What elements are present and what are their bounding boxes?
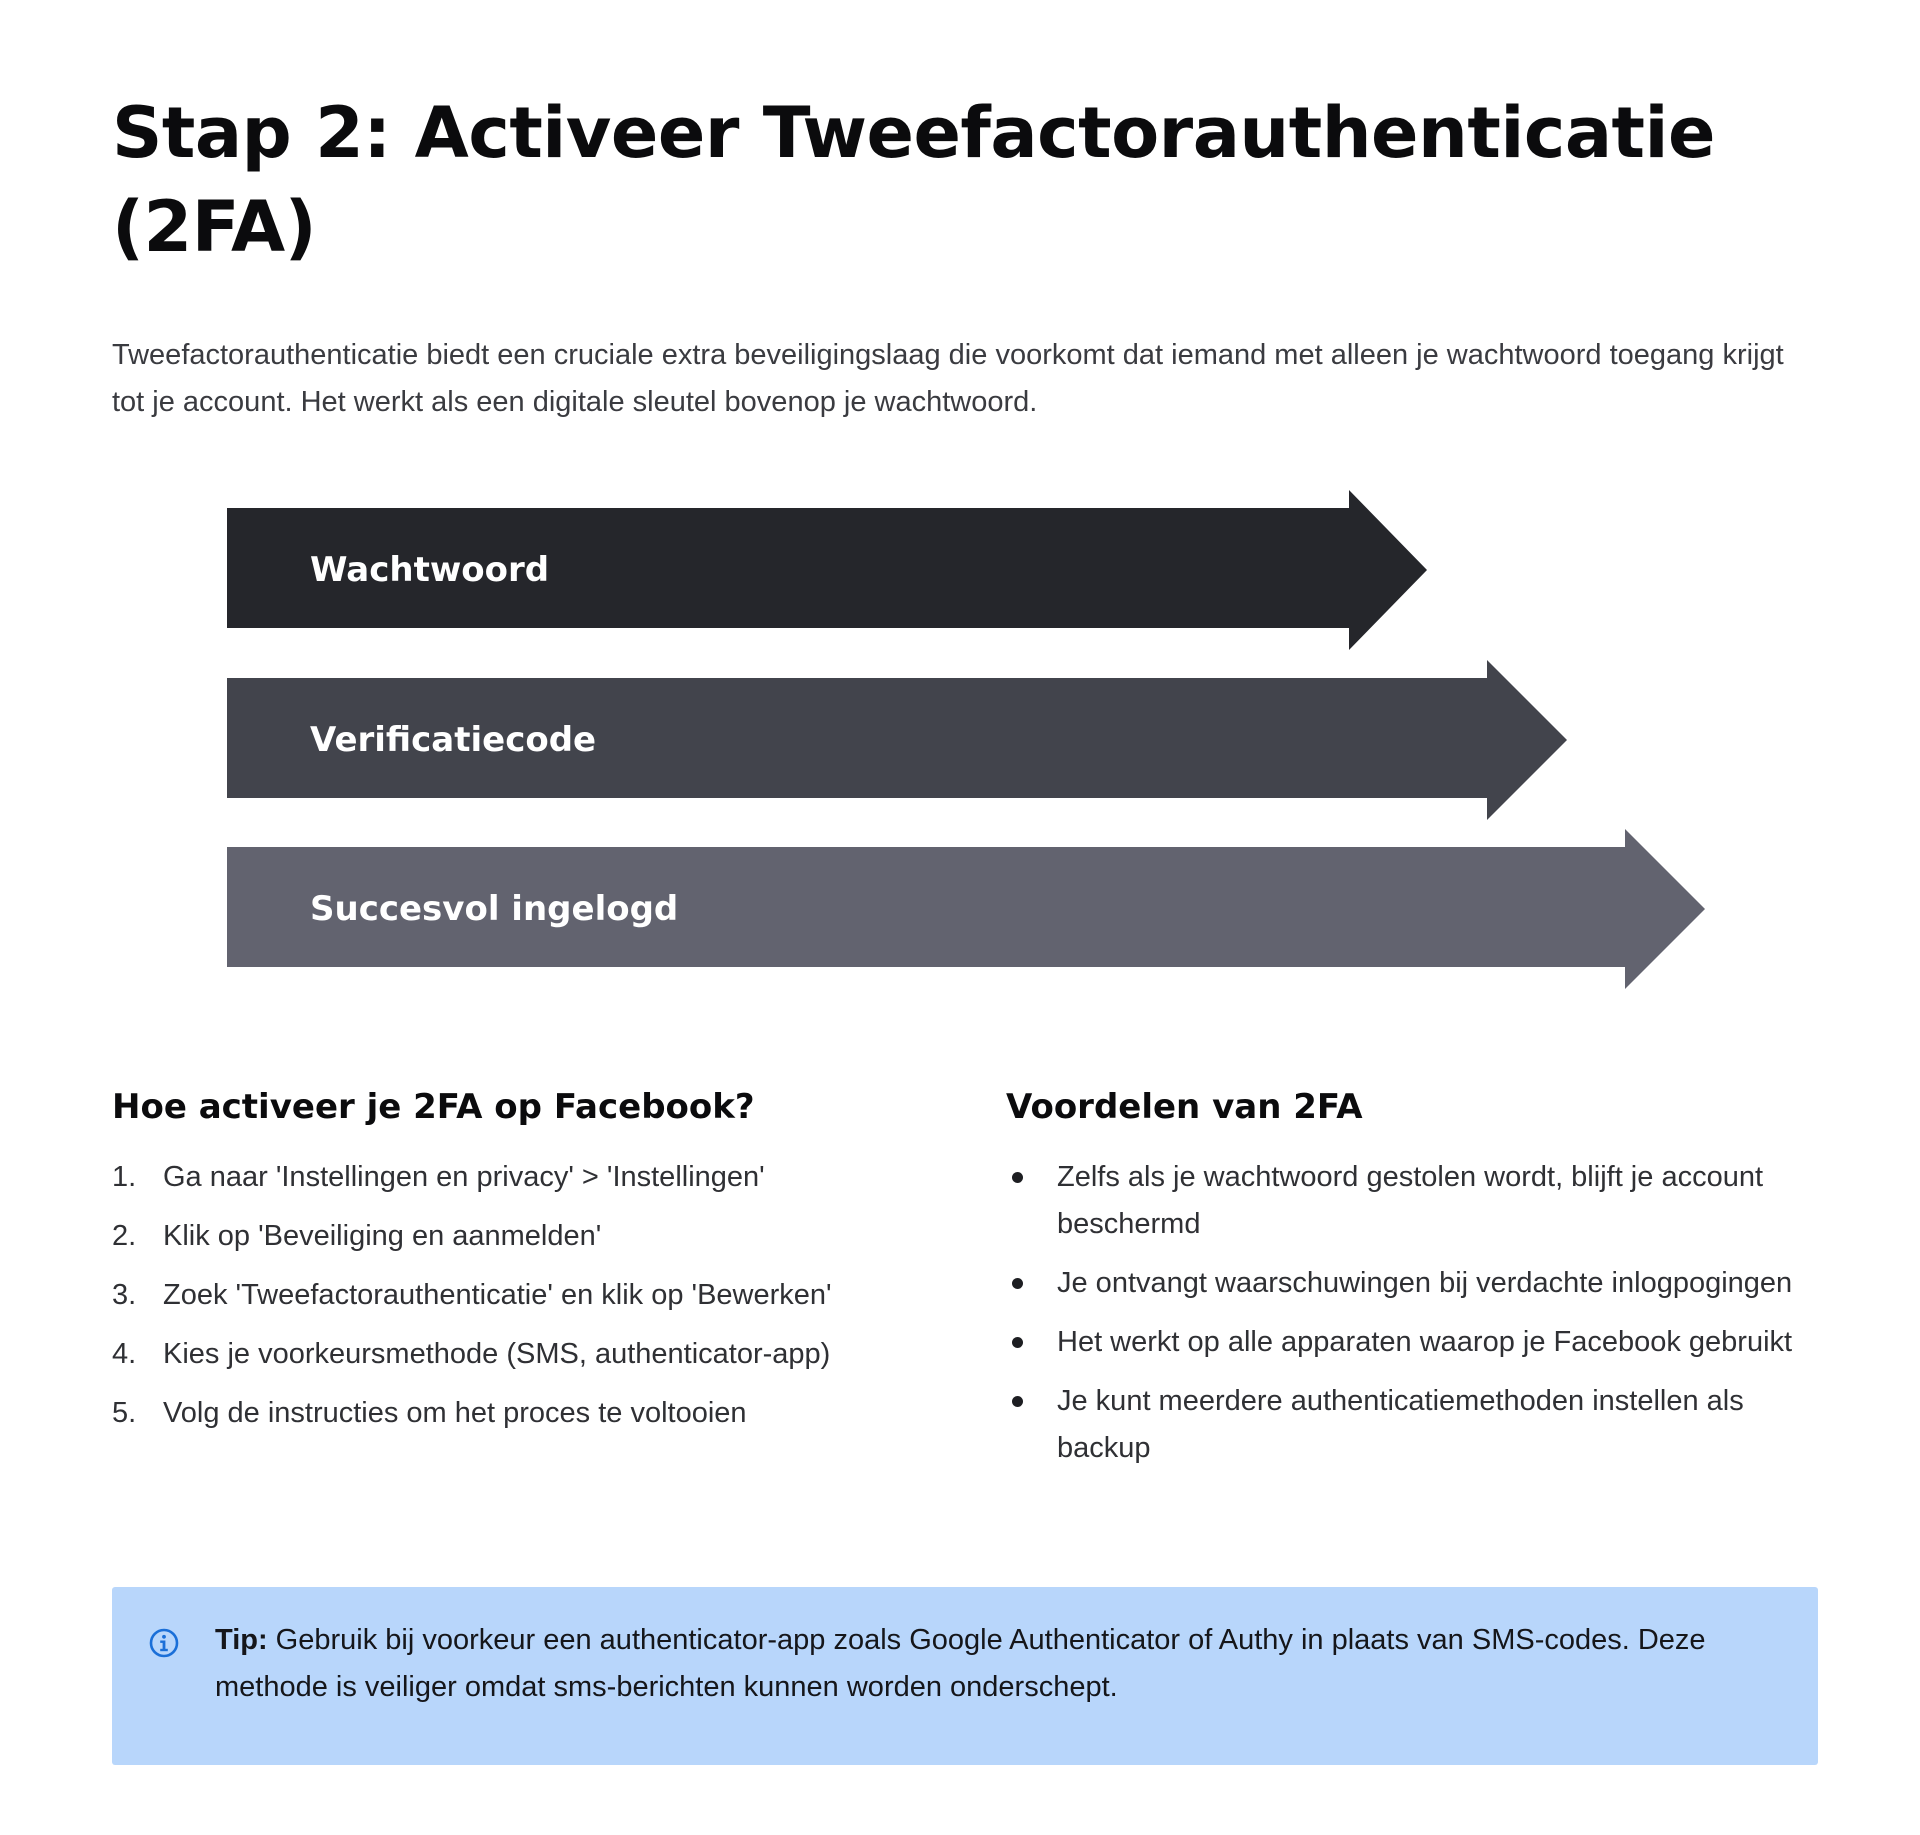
how-to-steps <box>112 1154 912 1437</box>
step-number: 2. <box>112 1220 137 1252</box>
step-text: Zoek 'Tweefactorauthenticatie' en klik op 'Bewerken' <box>163 1279 832 1311</box>
benefit-text: Het werkt op alle apparaten waarop je Facebook gebruikt <box>1057 1326 1793 1358</box>
benefits-section <box>1006 1082 1806 1484</box>
list-item <box>1006 1378 1806 1472</box>
tip-text <box>215 1617 1775 1711</box>
flow-step-label: Succesvol ingelogd <box>310 889 679 929</box>
step-text: Volg de instructies om het proces te voltooien <box>163 1397 747 1429</box>
intro-paragraph: Tweefactorauthenticatie biedt een cruciale extra beveiligingslaag die voorkomt dat iemand met alleen je wachtwoord toegang krijgt tot je account. Het werkt als een digitale sleutel bovenop je wachtwoord. <box>112 339 1784 418</box>
list-item <box>112 1390 912 1437</box>
tip-callout <box>112 1587 1818 1765</box>
step-number: 4. <box>112 1338 137 1370</box>
list-item <box>112 1272 912 1319</box>
step-text: Ga naar 'Instellingen en privacy' > 'Instellingen' <box>163 1161 765 1193</box>
list-item <box>112 1213 912 1260</box>
benefits-list <box>1006 1154 1806 1472</box>
list-item <box>1006 1260 1806 1307</box>
page-title: Stap 2: Activeer Tweefactorauthenticatie (2FA) <box>112 92 1715 268</box>
login-flow-diagram <box>227 490 1727 990</box>
step-number: 5. <box>112 1397 137 1429</box>
bullet-icon <box>1012 1396 1023 1407</box>
benefits-title: Voordelen van 2FA <box>1006 1087 1363 1127</box>
benefit-text: Zelfs als je wachtwoord gestolen wordt, blijft je account beschermd <box>1057 1161 1764 1240</box>
info-icon <box>148 1627 180 1659</box>
benefit-text: Je ontvangt waarschuwingen bij verdachte inlogpogingen <box>1057 1267 1793 1299</box>
flow-step-label: Verificatiecode <box>310 720 597 760</box>
list-item <box>1006 1154 1806 1248</box>
list-item <box>112 1331 912 1378</box>
bullet-icon <box>1012 1337 1023 1348</box>
list-item <box>112 1154 912 1201</box>
bullet-icon <box>1012 1278 1023 1289</box>
how-to-title: Hoe activeer je 2FA op Facebook? <box>112 1087 755 1127</box>
step-number: 3. <box>112 1279 137 1311</box>
step-number: 1. <box>112 1161 137 1193</box>
step-text: Kies je voorkeursmethode (SMS, authenticator-app) <box>163 1338 831 1370</box>
tip-body: Gebruik bij voorkeur een authenticator-app zoals Google Authenticator of Authy in plaats van SMS-codes. Deze methode is veiliger omdat sms-berichten kunnen worden onderschept. <box>215 1624 1706 1703</box>
bullet-icon <box>1012 1172 1023 1183</box>
flow-step-label: Wachtwoord <box>310 550 550 590</box>
how-to-section <box>112 1082 912 1449</box>
tip-label: Tip: <box>215 1624 268 1656</box>
list-item <box>1006 1319 1806 1366</box>
benefit-text: Je kunt meerdere authenticatiemethoden instellen als backup <box>1057 1385 1744 1464</box>
step-text: Klik op 'Beveiliging en aanmelden' <box>163 1220 602 1252</box>
